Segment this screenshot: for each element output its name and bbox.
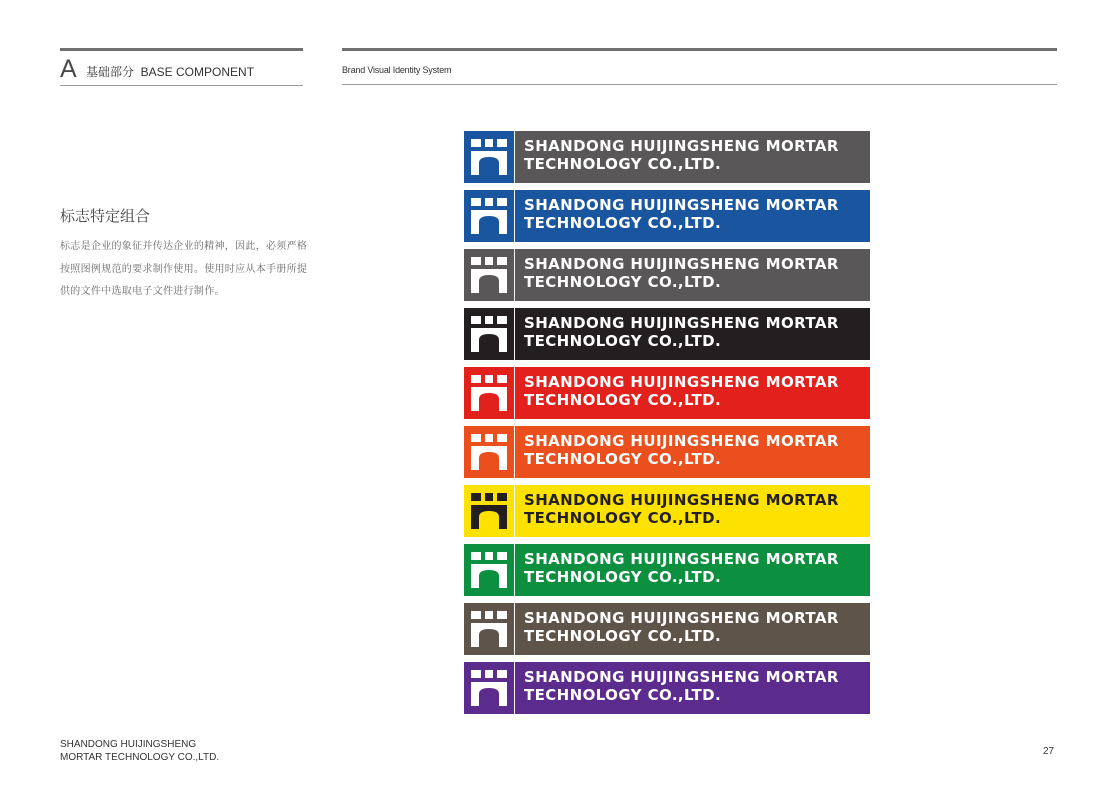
logo-bars [464, 131, 870, 721]
footer-company-line2: MORTAR TECHNOLOGY CO.,LTD. [60, 752, 220, 763]
page-number: 27 [1043, 746, 1055, 757]
header-right-rule-thick [342, 48, 1057, 51]
footer-company [60, 738, 219, 764]
logo-bar [464, 367, 870, 419]
company-name [515, 249, 870, 301]
side-heading: 标志特定组合 [60, 208, 151, 225]
company-logo-icon [464, 603, 515, 655]
company-name-line2: TECHNOLOGY CO.,LTD. [524, 686, 722, 704]
logo-bar [464, 603, 870, 655]
side-body: 标志是企业的象征并传达企业的精神，因此，必须严格按照图例规范的要求制作使用。使用时应从本手册所提供的文件中选取电子文件进行制作。 [60, 241, 308, 298]
company-name-line1: SHANDONG HUIJINGSHENG MORTAR [524, 668, 839, 686]
company-name [515, 662, 870, 714]
logo-bar [464, 190, 870, 242]
header-left-rule-thin [60, 85, 303, 86]
logo-bar [464, 485, 870, 537]
company-name-line2: TECHNOLOGY CO.,LTD. [524, 155, 722, 173]
company-name-line2: TECHNOLOGY CO.,LTD. [524, 568, 722, 586]
company-name [515, 426, 870, 478]
company-name-line1: SHANDONG HUIJINGSHENG MORTAR [524, 491, 839, 509]
company-logo-icon [464, 426, 515, 478]
company-logo-icon [464, 367, 515, 419]
logo-bar [464, 544, 870, 596]
company-name-line2: TECHNOLOGY CO.,LTD. [524, 214, 722, 232]
header-left-rule-thick [60, 48, 303, 51]
company-name-line2: TECHNOLOGY CO.,LTD. [524, 627, 722, 645]
logo-bar [464, 426, 870, 478]
company-logo-icon [464, 249, 515, 301]
company-name-line1: SHANDONG HUIJINGSHENG MORTAR [524, 137, 839, 155]
company-logo-icon [464, 308, 515, 360]
footer-company-line1: SHANDONG HUIJINGSHENG [60, 739, 197, 750]
company-name-line2: TECHNOLOGY CO.,LTD. [524, 391, 722, 409]
company-name-line2: TECHNOLOGY CO.,LTD. [524, 450, 722, 468]
company-name [515, 544, 870, 596]
company-name-line1: SHANDONG HUIJINGSHENG MORTAR [524, 314, 839, 332]
header-right-rule-thin [342, 84, 1057, 85]
company-name [515, 603, 870, 655]
company-name-line2: TECHNOLOGY CO.,LTD. [524, 332, 722, 350]
company-name-line1: SHANDONG HUIJINGSHENG MORTAR [524, 255, 839, 273]
company-name [515, 308, 870, 360]
logo-bar [464, 131, 870, 183]
company-name [515, 485, 870, 537]
company-name [515, 367, 870, 419]
company-logo-icon [464, 190, 515, 242]
logo-bar [464, 662, 870, 714]
company-logo-icon [464, 662, 515, 714]
brand-system-title: Brand Visual Identity System [342, 65, 452, 75]
company-name-line1: SHANDONG HUIJINGSHENG MORTAR [524, 432, 839, 450]
company-name-line1: SHANDONG HUIJINGSHENG MORTAR [524, 373, 839, 391]
company-name-line1: SHANDONG HUIJINGSHENG MORTAR [524, 609, 839, 627]
company-name-line2: TECHNOLOGY CO.,LTD. [524, 509, 722, 527]
company-name-line1: SHANDONG HUIJINGSHENG MORTAR [524, 196, 839, 214]
company-name-line2: TECHNOLOGY CO.,LTD. [524, 273, 722, 291]
company-logo-icon [464, 131, 515, 183]
company-logo-icon [464, 544, 515, 596]
company-name [515, 131, 870, 183]
company-name [515, 190, 870, 242]
company-logo-icon [464, 485, 515, 537]
company-name-line1: SHANDONG HUIJINGSHENG MORTAR [524, 550, 839, 568]
section-letter: A [60, 55, 77, 83]
logo-bar [464, 308, 870, 360]
logo-bar [464, 249, 870, 301]
section-title: 基础部分 BASE COMPONENT [86, 65, 255, 79]
